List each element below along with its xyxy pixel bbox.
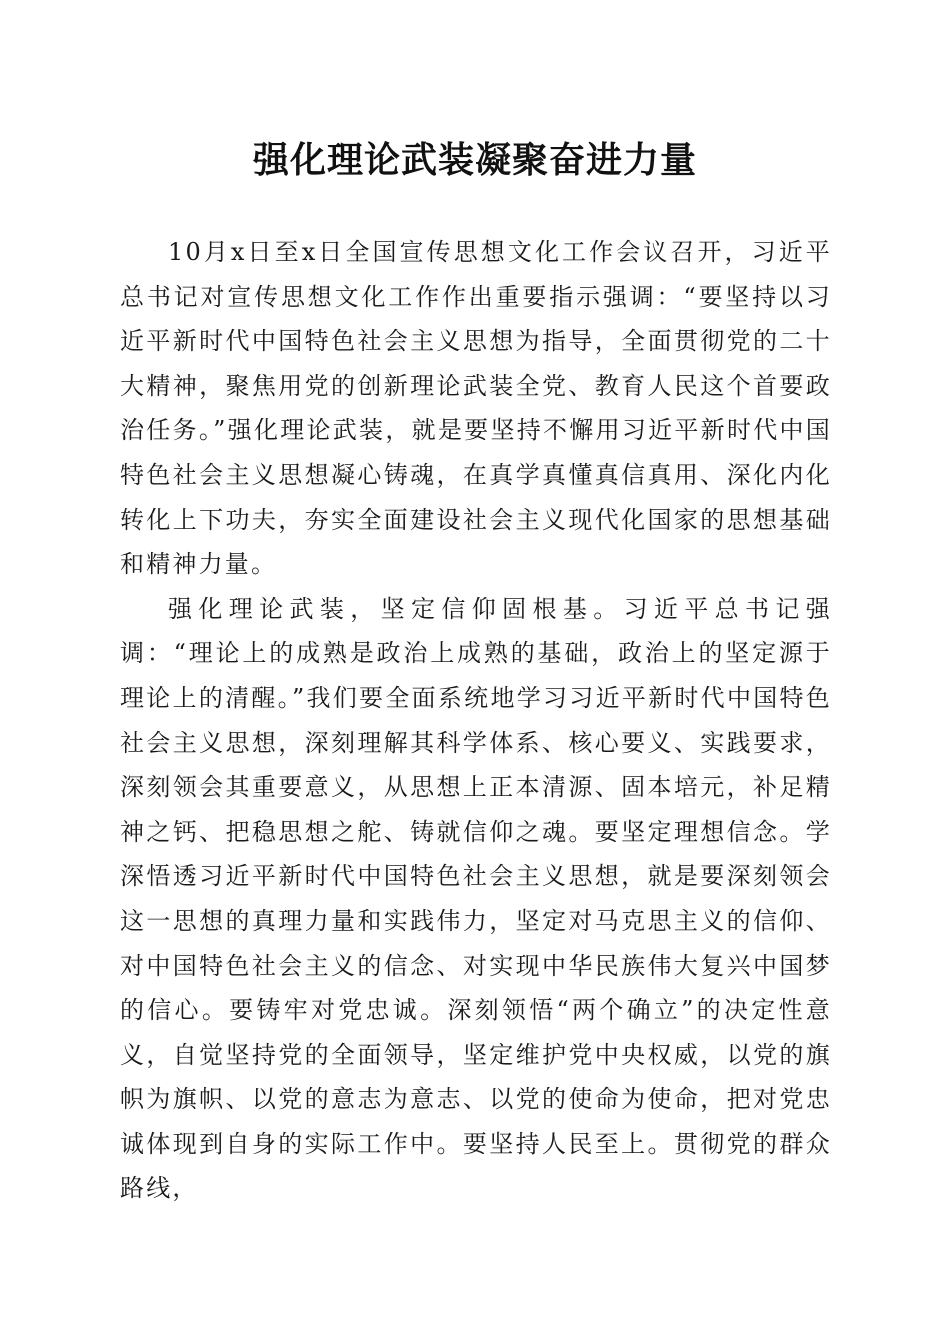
document-body	[120, 230, 832, 1211]
paragraph-2: 强化理论武装，坚定信仰固根基。习近平总书记强调：“理论上的成熟是政治上成熟的基础，政治上的坚定源于理论上的清醒。”我们要全面系统地学习习近平新时代中国特色社会主义思想，深刻理解其科学体系、核心要义、实践要求，深刻领会其重要意义，从思想上正本清源、固本培元，补足精神之钙、把稳思想之舵、铸就信仰之魂。要坚定理想信念。学深悟透习近平新时代中国特色社会主义思想，就是要深刻领会这一思想的真理力量和实践伟力，坚定对马克思主义的信仰、对中国特色社会主义的信念、对实现中华民族伟大复兴中国梦的信心。要铸牢对党忠诚。深刻领悟“两个确立”的决定性意义，自觉坚持党的全面领导，坚定维护党中央权威，以党的旗帜为旗帜、以党的意志为意志、以党的使命为使命，把对党忠诚体现到自身的实际工作中。要坚持人民至上。贯彻党的群众路线，	[120, 594, 832, 1203]
paragraph-1: 10月x日至x日全国宣传思想文化工作会议召开，习近平总书记对宣传思想文化工作作出重要指示强调：“要坚持以习近平新时代中国特色社会主义思想为指导，全面贯彻党的二十大精神，聚焦用党的创新理论武装全党、教育人民这个首要政治任务。”强化理论武装，就是要坚持不懈用习近平新时代中国特色社会主义思想凝心铸魂，在真学真懂真信真用、深化内化转化上下功夫，夯实全面建设社会主义现代化国家的思想基础和精神力量。	[120, 238, 832, 579]
document-title: 强化理论武装凝聚奋进力量	[252, 139, 697, 181]
